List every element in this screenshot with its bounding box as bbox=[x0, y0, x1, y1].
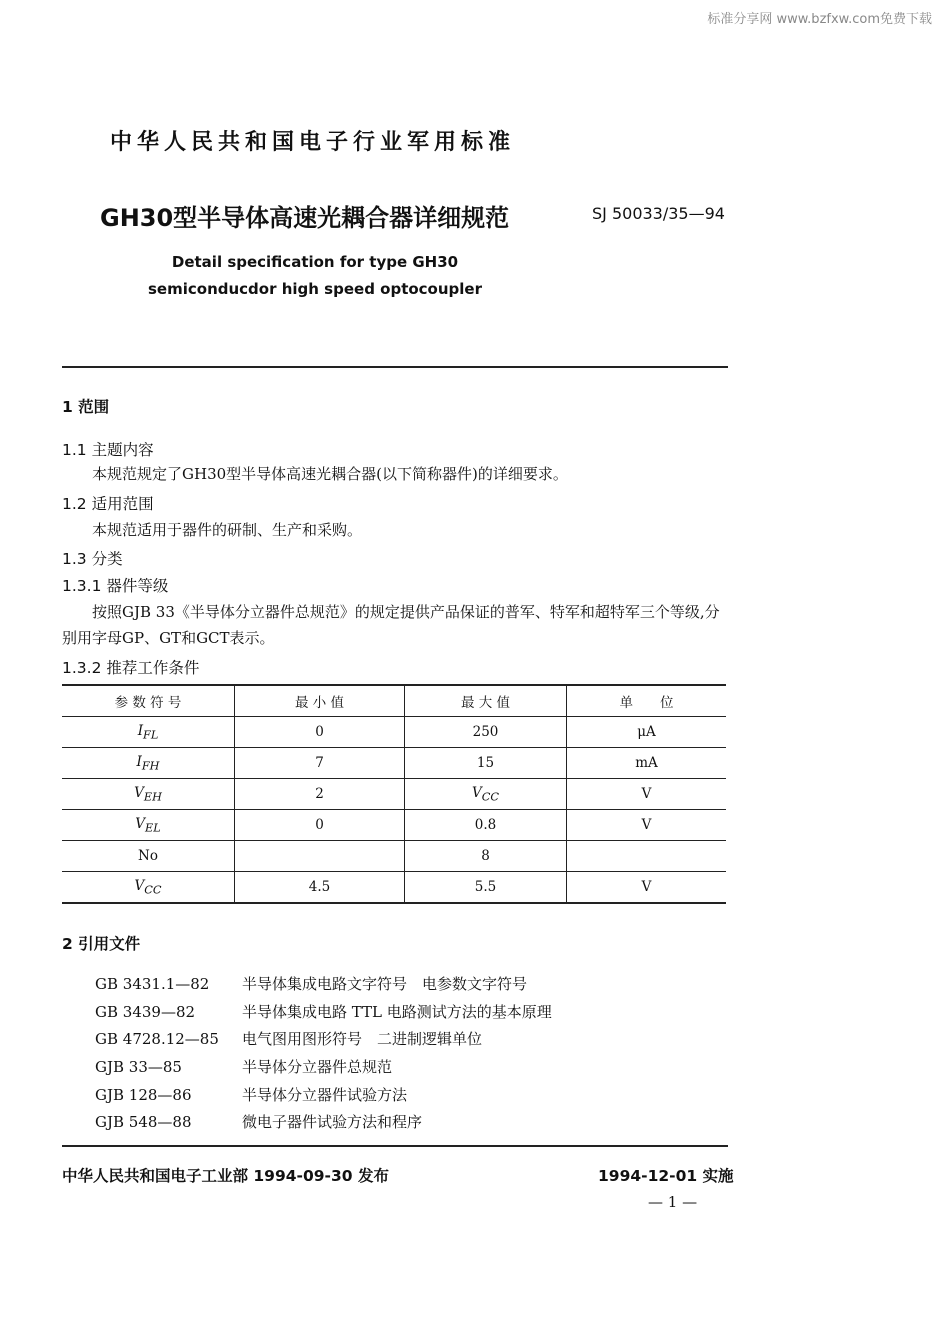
table-header-row bbox=[62, 685, 726, 717]
reference-title: 微电子器件试验方法和程序 bbox=[242, 1113, 423, 1131]
table-row bbox=[62, 717, 726, 748]
reference-title: 半导体分立器件试验方法 bbox=[242, 1086, 408, 1104]
reference-item bbox=[95, 1084, 407, 1105]
reference-code: GB 3431.1—82 bbox=[95, 975, 210, 993]
reference-title: 半导体集成电路 TTL 电路测试方法的基本原理 bbox=[242, 1003, 552, 1021]
reference-code: GB 4728.12—85 bbox=[95, 1030, 219, 1048]
unit bbox=[567, 841, 727, 872]
table-row bbox=[62, 779, 726, 810]
standard-code: SJ 50033/35—94 bbox=[592, 204, 725, 223]
section-1-3-1-text: 按照GJB 33《半导体分立器件总规范》的规定提供产品保证的普军、特军和超特军三个等级,分别用字母GP、GT和GCT表示。 bbox=[62, 603, 720, 647]
header-unit: 单 位 bbox=[567, 685, 727, 717]
section-2-heading: 2 引用文件 bbox=[62, 935, 141, 953]
unit: V bbox=[567, 779, 727, 810]
param-symbol: $V_{EL}$ bbox=[62, 810, 235, 841]
param-symbol: $V_{EH}$ bbox=[62, 779, 235, 810]
section-1-1-heading: 1.1 主题内容 bbox=[62, 441, 154, 459]
max-value: $V_{CC}$ bbox=[405, 779, 567, 810]
section-1-2-text: 本规范适用于器件的研制、生产和采购。 bbox=[92, 521, 363, 539]
header-max-value: 最 大 值 bbox=[405, 685, 567, 717]
reference-code: GJB 128—86 bbox=[95, 1086, 192, 1104]
param-symbol: $I_{FH}$ bbox=[62, 748, 235, 779]
english-title-line-2: semiconducdor high speed optocoupler bbox=[148, 280, 482, 298]
unit: V bbox=[567, 810, 727, 841]
max-value: 15 bbox=[405, 748, 567, 779]
reference-code: GJB 548—88 bbox=[95, 1113, 192, 1131]
section-1-3-1-heading: 1.3.1 器件等级 bbox=[62, 577, 169, 595]
reference-item bbox=[95, 973, 527, 994]
header-min-value: 最 小 值 bbox=[235, 685, 405, 717]
effective-date: 1994-12-01 实施 bbox=[598, 1167, 734, 1185]
recommended-conditions-table bbox=[62, 684, 726, 904]
section-1-heading: 1 范围 bbox=[62, 398, 110, 416]
header-divider bbox=[62, 366, 728, 368]
reference-code: GB 3439—82 bbox=[95, 1003, 196, 1021]
param-symbol: $V_{CC}$ bbox=[62, 872, 235, 904]
table-row bbox=[62, 748, 726, 779]
english-title-line-1: Detail specification for type GH30 bbox=[171, 253, 459, 271]
table-row bbox=[62, 810, 726, 841]
min-value bbox=[235, 841, 405, 872]
section-1-3-heading: 1.3 分类 bbox=[62, 550, 123, 568]
reference-title: 半导体分立器件总规范 bbox=[242, 1058, 393, 1076]
min-value: 7 bbox=[235, 748, 405, 779]
section-1-1-text: 本规范规定了GH30型半导体高速光耦合器(以下简称器件)的详细要求。 bbox=[92, 465, 568, 483]
standard-category: 中华人民共和国电子行业军用标准 bbox=[110, 130, 516, 155]
max-value: 0.8 bbox=[405, 810, 567, 841]
page-number: — 1 — bbox=[648, 1193, 698, 1211]
param-symbol: $I_{FL}$ bbox=[62, 717, 235, 748]
table-row bbox=[62, 841, 726, 872]
section-1-3-2-heading: 1.3.2 推荐工作条件 bbox=[62, 659, 200, 677]
max-value: 250 bbox=[405, 717, 567, 748]
reference-item bbox=[95, 1001, 552, 1022]
unit: V bbox=[567, 872, 727, 904]
max-value: 5.5 bbox=[405, 872, 567, 904]
min-value: 0 bbox=[235, 717, 405, 748]
min-value: 0 bbox=[235, 810, 405, 841]
reference-item bbox=[95, 1056, 392, 1077]
max-value: 8 bbox=[405, 841, 567, 872]
watermark: 标准分享网 www.bzfxw.com免费下载 bbox=[707, 12, 932, 27]
reference-code: GJB 33—85 bbox=[95, 1058, 182, 1076]
param-symbol: No bbox=[62, 841, 235, 872]
reference-item bbox=[95, 1028, 482, 1049]
unit: μA bbox=[567, 717, 727, 748]
header-parameter-symbol: 参 数 符 号 bbox=[62, 685, 235, 717]
min-value: 2 bbox=[235, 779, 405, 810]
reference-title: 半导体集成电路文字符号 电参数文字符号 bbox=[242, 975, 528, 993]
document-title: GH30型半导体高速光耦合器详细规范 bbox=[100, 204, 510, 232]
table-row bbox=[62, 872, 726, 904]
section-1-2-heading: 1.2 适用范围 bbox=[62, 495, 154, 513]
reference-item bbox=[95, 1111, 422, 1132]
min-value: 4.5 bbox=[235, 872, 405, 904]
unit: mA bbox=[567, 748, 727, 779]
reference-title: 电气图用图形符号 二进制逻辑单位 bbox=[242, 1030, 483, 1048]
issue-statement: 中华人民共和国电子工业部 1994-09-30 发布 bbox=[62, 1167, 389, 1185]
footer-divider bbox=[62, 1145, 728, 1147]
